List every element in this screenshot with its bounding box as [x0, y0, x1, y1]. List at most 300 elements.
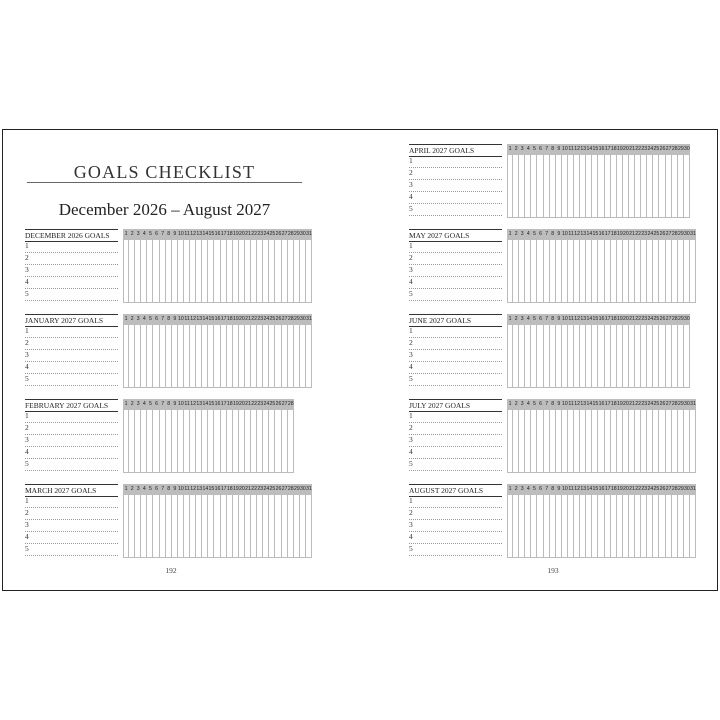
day-number: 7	[161, 401, 165, 407]
day-number: 29	[293, 231, 300, 237]
day-number: 17	[604, 486, 611, 492]
day-number: 5	[148, 486, 152, 492]
day-number: 5	[148, 231, 152, 237]
month-goals-block	[409, 314, 699, 389]
day-number: 12	[190, 316, 197, 322]
day-number: 7	[545, 401, 549, 407]
day-number: 22	[635, 146, 642, 152]
day-number: 17	[604, 231, 611, 237]
goal-line[interactable]: 5	[409, 373, 502, 386]
day-number: 22	[635, 316, 642, 322]
day-number: 20	[239, 316, 245, 322]
day-number: 23	[257, 231, 264, 237]
day-number: 12	[190, 231, 197, 237]
page-title: GOALS CHECKLIST	[73, 162, 256, 182]
goal-line[interactable]: 4	[25, 531, 118, 544]
day-number: 9	[173, 401, 177, 407]
goal-line[interactable]: 4	[25, 276, 118, 289]
day-number: 26	[275, 486, 282, 492]
goal-line[interactable]: 1	[409, 240, 502, 253]
day-number: 11	[568, 316, 574, 322]
month-goals-block	[25, 484, 315, 559]
day-number: 13	[580, 146, 587, 152]
day-check-column[interactable]	[690, 240, 696, 303]
day-number: 29	[293, 486, 300, 492]
day-number: 14	[586, 486, 593, 492]
day-number: 26	[659, 146, 666, 152]
day-number: 8	[167, 316, 171, 322]
day-number-header	[123, 314, 312, 325]
day-number: 25	[653, 146, 660, 152]
day-number: 12	[190, 401, 197, 407]
day-number: 12	[574, 316, 581, 322]
day-number: 24	[263, 401, 270, 407]
day-number: 27	[281, 486, 288, 492]
day-number: 17	[604, 401, 611, 407]
day-number: 4	[526, 231, 530, 237]
goal-line[interactable]: 2	[409, 422, 502, 435]
goal-line[interactable]: 3	[25, 264, 118, 277]
goal-line[interactable]: 1	[25, 325, 118, 338]
day-number: 2	[514, 401, 518, 407]
page-number-left: 192	[165, 566, 177, 575]
day-number: 17	[604, 316, 611, 322]
day-number: 3	[136, 486, 140, 492]
day-number: 10	[562, 231, 568, 237]
day-number: 21	[245, 231, 251, 237]
day-number: 3	[136, 316, 140, 322]
day-number: 30	[300, 316, 306, 322]
day-number: 21	[629, 231, 635, 237]
month-goals-title: DECEMBER 2026 GOALS	[25, 229, 118, 242]
month-goals-block	[409, 144, 699, 219]
day-checklist-grid	[507, 484, 696, 559]
day-number: 7	[161, 316, 165, 322]
goal-line[interactable]: 2	[25, 337, 118, 350]
day-number: 22	[251, 231, 258, 237]
day-number: 27	[281, 401, 288, 407]
goal-line[interactable]: 1	[25, 240, 118, 253]
day-number: 10	[178, 316, 184, 322]
day-number: 18	[610, 401, 617, 407]
day-number: 2	[130, 401, 134, 407]
day-number: 20	[623, 231, 629, 237]
day-number: 6	[539, 231, 542, 237]
day-number: 7	[545, 316, 549, 322]
day-number: 15	[208, 316, 215, 322]
day-number: 28	[671, 146, 678, 152]
day-number: 26	[659, 401, 666, 407]
goals-list	[409, 399, 502, 474]
day-number: 21	[245, 401, 251, 407]
day-number: 2	[514, 316, 518, 322]
day-number: 17	[220, 486, 227, 492]
day-number: 18	[610, 486, 617, 492]
day-number: 30	[684, 146, 690, 152]
day-number: 11	[568, 486, 574, 492]
day-number: 22	[635, 401, 642, 407]
day-number: 14	[202, 486, 209, 492]
goal-line[interactable]: 2	[25, 252, 118, 265]
day-number: 25	[269, 231, 276, 237]
day-number: 9	[557, 316, 561, 322]
day-number: 1	[508, 401, 512, 407]
goals-list	[25, 229, 118, 304]
day-number: 28	[287, 231, 294, 237]
day-check-column[interactable]	[690, 495, 696, 558]
day-checklist-grid	[507, 399, 696, 474]
day-number: 22	[251, 316, 258, 322]
day-number: 1	[508, 486, 512, 492]
day-number: 10	[178, 231, 184, 237]
day-number: 3	[136, 401, 140, 407]
day-number: 23	[641, 486, 648, 492]
goal-line[interactable]: 1	[409, 495, 502, 508]
day-number: 8	[167, 401, 171, 407]
day-number: 15	[592, 231, 599, 237]
day-number: 23	[641, 401, 648, 407]
day-number: 13	[580, 231, 587, 237]
day-number: 23	[641, 146, 648, 152]
day-number: 6	[539, 486, 542, 492]
day-number: 11	[184, 231, 190, 237]
day-number: 25	[269, 486, 276, 492]
day-number: 23	[257, 486, 264, 492]
goal-line[interactable]: 1	[409, 410, 502, 423]
day-number: 11	[568, 231, 574, 237]
goal-line[interactable]: 3	[25, 519, 118, 532]
day-number: 3	[520, 486, 524, 492]
day-number: 28	[671, 401, 678, 407]
day-number: 20	[623, 146, 629, 152]
goal-line[interactable]: 3	[409, 434, 502, 447]
day-number: 2	[514, 231, 518, 237]
day-number: 20	[239, 486, 245, 492]
goal-line[interactable]: 2	[409, 252, 502, 265]
day-number: 5	[532, 316, 536, 322]
day-number: 20	[239, 231, 245, 237]
day-check-column[interactable]	[288, 410, 294, 473]
title-rule	[27, 182, 302, 183]
day-number: 1	[508, 231, 512, 237]
day-checklist-grid	[507, 229, 696, 304]
day-number: 2	[514, 486, 518, 492]
day-number-header	[123, 484, 312, 495]
goal-line[interactable]: 4	[409, 276, 502, 289]
day-number: 9	[557, 401, 561, 407]
day-number: 6	[155, 401, 158, 407]
month-goals-title: MARCH 2027 GOALS	[25, 484, 118, 497]
goal-line[interactable]: 2	[25, 507, 118, 520]
day-number-header	[507, 314, 690, 325]
day-number: 6	[155, 231, 158, 237]
day-number: 24	[647, 146, 654, 152]
day-number: 11	[184, 486, 190, 492]
month-goals-title: FEBRUARY 2027 GOALS	[25, 399, 118, 412]
day-number: 27	[665, 146, 672, 152]
day-number: 20	[239, 401, 245, 407]
day-number: 18	[226, 401, 233, 407]
goal-line[interactable]: 5	[25, 458, 118, 471]
day-number: 13	[580, 401, 587, 407]
day-number: 11	[184, 401, 190, 407]
goal-line[interactable]: 5	[409, 458, 502, 471]
day-number: 7	[161, 231, 165, 237]
goal-line[interactable]: 1	[25, 410, 118, 423]
day-number-header	[507, 229, 696, 240]
goal-line[interactable]: 5	[25, 373, 118, 386]
goal-line[interactable]: 3	[25, 349, 118, 362]
goal-line[interactable]: 4	[25, 446, 118, 459]
day-number: 9	[173, 316, 177, 322]
day-number: 31	[690, 231, 696, 237]
day-number: 9	[557, 146, 561, 152]
month-goals-title: APRIL 2027 GOALS	[409, 144, 502, 157]
day-number: 11	[568, 146, 574, 152]
day-number: 23	[257, 316, 264, 322]
goal-line[interactable]: 4	[409, 531, 502, 544]
day-number: 11	[568, 401, 574, 407]
day-number: 16	[214, 486, 221, 492]
day-number: 14	[586, 146, 593, 152]
day-number: 10	[178, 486, 184, 492]
day-number: 16	[214, 401, 221, 407]
day-number: 24	[263, 231, 270, 237]
day-number: 31	[690, 486, 696, 492]
month-goals-block	[25, 229, 315, 304]
day-number: 3	[136, 231, 140, 237]
month-goals-block	[25, 314, 315, 389]
day-number: 27	[665, 316, 672, 322]
day-number: 8	[167, 486, 171, 492]
day-number: 5	[148, 401, 152, 407]
day-number: 14	[586, 316, 593, 322]
day-number: 27	[665, 486, 672, 492]
month-goals-block	[409, 399, 699, 474]
day-number: 28	[287, 401, 294, 407]
goal-line[interactable]: 1	[409, 325, 502, 338]
day-number: 24	[263, 316, 270, 322]
day-number: 8	[551, 486, 555, 492]
day-number: 10	[562, 486, 568, 492]
day-number: 25	[269, 401, 276, 407]
day-number: 10	[562, 146, 568, 152]
goal-line[interactable]: 3	[409, 519, 502, 532]
day-check-column[interactable]	[690, 410, 696, 473]
goal-line[interactable]: 5	[409, 543, 502, 556]
day-number: 30	[684, 486, 690, 492]
month-goals-block	[409, 229, 699, 304]
goal-line[interactable]: 4	[409, 191, 502, 204]
day-number: 19	[616, 401, 623, 407]
day-number: 19	[232, 486, 239, 492]
day-number: 29	[293, 316, 300, 322]
day-number: 8	[167, 231, 171, 237]
day-number: 12	[574, 401, 581, 407]
day-number: 17	[220, 231, 227, 237]
day-check-column[interactable]	[306, 495, 312, 558]
month-goals-title: JULY 2027 GOALS	[409, 399, 502, 412]
day-number: 23	[257, 401, 264, 407]
day-number: 29	[677, 486, 684, 492]
day-number: 23	[641, 231, 648, 237]
day-number: 18	[610, 316, 617, 322]
goals-list	[409, 484, 502, 559]
day-number: 12	[574, 146, 581, 152]
day-number: 1	[124, 316, 128, 322]
day-number: 21	[245, 486, 251, 492]
day-number: 29	[677, 401, 684, 407]
day-number: 19	[232, 316, 239, 322]
day-number: 31	[306, 231, 312, 237]
month-goals-title: AUGUST 2027 GOALS	[409, 484, 502, 497]
day-number: 28	[287, 486, 294, 492]
goal-line[interactable]: 2	[25, 422, 118, 435]
day-number: 26	[659, 316, 666, 322]
day-number: 16	[598, 231, 605, 237]
day-number: 22	[635, 486, 642, 492]
day-number: 5	[532, 486, 536, 492]
day-check-column[interactable]	[684, 155, 690, 218]
day-number: 29	[677, 231, 684, 237]
goal-line[interactable]: 2	[409, 337, 502, 350]
day-number: 19	[616, 146, 623, 152]
day-number: 14	[586, 231, 593, 237]
day-number: 6	[539, 316, 542, 322]
goal-line[interactable]: 2	[409, 167, 502, 180]
day-number: 19	[616, 316, 623, 322]
day-number-header	[507, 484, 696, 495]
left-page	[3, 130, 361, 590]
day-number: 9	[173, 486, 177, 492]
day-number: 15	[592, 401, 599, 407]
day-number: 4	[142, 316, 146, 322]
goal-line[interactable]: 3	[409, 264, 502, 277]
day-number: 27	[665, 231, 672, 237]
goal-line[interactable]: 2	[409, 507, 502, 520]
day-number: 4	[526, 146, 530, 152]
day-number: 17	[220, 401, 227, 407]
goal-line[interactable]: 5	[409, 203, 502, 216]
day-check-column[interactable]	[306, 240, 312, 303]
goal-line[interactable]: 4	[409, 361, 502, 374]
day-number: 12	[574, 486, 581, 492]
day-number: 6	[155, 316, 158, 322]
day-number: 24	[647, 316, 654, 322]
day-number: 5	[532, 146, 536, 152]
day-number-header	[123, 399, 294, 410]
day-number: 4	[526, 401, 530, 407]
goals-list	[25, 484, 118, 559]
day-number: 27	[281, 316, 288, 322]
goal-line[interactable]: 5	[409, 288, 502, 301]
day-number: 5	[532, 231, 536, 237]
goal-line[interactable]: 4	[25, 361, 118, 374]
goal-line[interactable]: 3	[409, 349, 502, 362]
day-number: 14	[202, 401, 209, 407]
day-number: 12	[574, 231, 581, 237]
day-number: 1	[124, 231, 128, 237]
day-number: 18	[226, 486, 233, 492]
day-number: 31	[306, 316, 312, 322]
day-number: 25	[653, 401, 660, 407]
day-number: 2	[514, 146, 518, 152]
goal-line[interactable]: 3	[25, 434, 118, 447]
day-number: 9	[173, 231, 177, 237]
day-check-column[interactable]	[684, 325, 690, 388]
goal-line[interactable]: 5	[25, 543, 118, 556]
day-number: 10	[562, 316, 568, 322]
day-number: 7	[161, 486, 165, 492]
right-page	[361, 130, 717, 590]
month-goals-title: JANUARY 2027 GOALS	[25, 314, 118, 327]
day-number: 20	[623, 486, 629, 492]
page-number-right: 193	[547, 566, 559, 575]
day-number: 26	[275, 231, 282, 237]
day-number: 28	[671, 316, 678, 322]
day-number: 22	[635, 231, 642, 237]
day-number: 4	[142, 401, 146, 407]
goal-line[interactable]: 1	[409, 155, 502, 168]
day-number: 30	[300, 231, 306, 237]
goal-line[interactable]: 4	[409, 446, 502, 459]
day-number: 2	[130, 316, 134, 322]
day-number: 16	[214, 231, 221, 237]
day-number: 28	[671, 231, 678, 237]
day-number: 16	[598, 146, 605, 152]
day-number: 26	[659, 486, 666, 492]
day-number: 14	[202, 231, 209, 237]
day-number: 15	[592, 486, 599, 492]
month-goals-title: MAY 2027 GOALS	[409, 229, 502, 242]
date-range-subtitle: December 2026 – August 2027	[58, 200, 271, 219]
day-number: 21	[629, 146, 635, 152]
day-number: 8	[551, 231, 555, 237]
day-number: 30	[684, 316, 690, 322]
day-number: 28	[287, 316, 294, 322]
day-number: 29	[677, 316, 684, 322]
day-check-column[interactable]	[306, 325, 312, 388]
goal-line[interactable]: 5	[25, 288, 118, 301]
goal-line[interactable]: 3	[409, 179, 502, 192]
day-number: 9	[557, 486, 561, 492]
day-number: 15	[208, 401, 215, 407]
goal-line[interactable]: 1	[25, 495, 118, 508]
day-number: 4	[142, 486, 146, 492]
day-number: 17	[604, 146, 611, 152]
day-number: 16	[214, 316, 221, 322]
day-number: 13	[580, 316, 587, 322]
day-checklist-grid	[123, 229, 312, 304]
day-number-header	[123, 229, 312, 240]
day-number: 19	[616, 486, 623, 492]
goals-list	[409, 314, 502, 389]
day-number: 19	[232, 231, 239, 237]
day-number: 4	[142, 231, 146, 237]
goals-list	[409, 144, 502, 219]
day-number: 13	[196, 316, 203, 322]
day-number: 13	[196, 486, 203, 492]
day-number: 2	[130, 486, 134, 492]
day-number: 4	[526, 316, 530, 322]
day-number: 12	[190, 486, 197, 492]
day-number: 1	[124, 486, 128, 492]
day-number: 25	[653, 316, 660, 322]
day-number: 17	[220, 316, 227, 322]
day-number: 7	[545, 146, 549, 152]
day-number: 30	[684, 231, 690, 237]
day-number: 30	[684, 401, 690, 407]
